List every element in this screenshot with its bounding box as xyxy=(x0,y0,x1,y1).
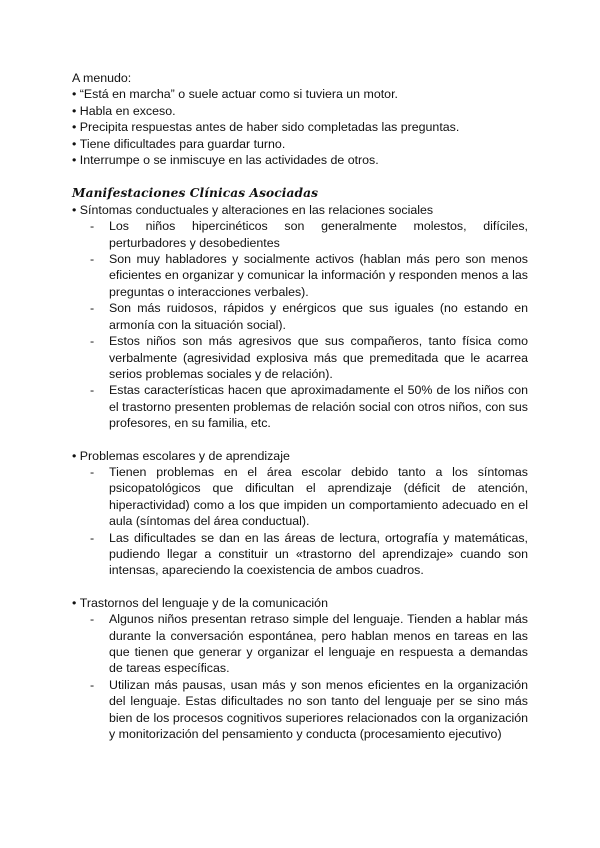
list-item xyxy=(72,218,528,251)
list-item xyxy=(72,611,528,677)
intro-bullet: • Habla en exceso. xyxy=(72,103,528,119)
intro-bullet: • “Está en marcha” o suele actuar como si tuviera un motor. xyxy=(72,86,528,102)
list-item-text: Son más ruidosos, rápidos y enérgicos que sus iguales (no estando en armonía con la situación social). xyxy=(109,301,528,332)
list-item-text: Algunos niños presentan retraso simple del lenguaje. Tienden a hablar más durante la conversación espontánea, pero hablan menos en tareas en las que tienen que generar y organizar el lenguaje en respuesta a demandas de tareas específicas. xyxy=(109,612,528,676)
intro-bullet: • Tiene dificultades para guardar turno. xyxy=(72,136,528,152)
dash-marker: - xyxy=(90,334,95,349)
list-item-text: Tienen problemas en el área escolar debido tanto a los síntomas psicopatológicos que dificultan el aprendizaje (déficit de atención, hiperactividad) como a los que impiden un comportamiento adecuado en el aula (síntomas del área conductual). xyxy=(109,464,528,529)
section-title: • Síntomas conductuales y alteraciones en las relaciones sociales xyxy=(72,202,528,218)
intro-bullet: • Interrumpe o se inmiscuye en las actividades de otros. xyxy=(72,152,528,168)
list-item xyxy=(72,251,528,300)
dash-marker: - xyxy=(90,464,95,479)
section-heading: Manifestaciones Clínicas Asociadas xyxy=(72,186,319,201)
dash-marker: - xyxy=(90,219,95,234)
intro-label: A menudo: xyxy=(72,71,132,85)
dash-marker: - xyxy=(90,383,95,398)
list-item xyxy=(72,464,528,530)
list-item-text: Utilizan más pausas, usan más y son menos eficientes en la organización del lenguaje. Estas dificultades no son tanto del lenguaje per se sino más bien de los procesos cognitivos superiores relacionados con la organización y monitorización del pensamiento y conducta (procesamiento ejecutivo) xyxy=(109,677,528,742)
section-title: • Problemas escolares y de aprendizaje xyxy=(72,448,528,464)
section-title: • Trastornos del lenguaje y de la comunicación xyxy=(72,595,528,611)
dash-marker: - xyxy=(90,530,95,545)
intro-bullet: • Precipita respuestas antes de haber sido completadas las preguntas. xyxy=(72,119,528,135)
list-item xyxy=(72,382,528,431)
dash-marker: - xyxy=(90,301,95,316)
list-item-text: Los niños hipercinéticos son generalmente molestos, difíciles, perturbadores y desobedientes xyxy=(109,219,528,250)
dash-marker: - xyxy=(90,252,95,267)
list-item xyxy=(72,333,528,382)
list-item-text: Estas características hacen que aproximadamente el 50% de los niños con el trastorno presenten problemas de relación social con otros niños, con sus profesores, en su familia, etc. xyxy=(109,383,528,431)
document-page xyxy=(72,70,528,742)
list-item xyxy=(72,300,528,333)
list-item-text: Estos niños son más agresivos que sus compañeros, tanto física como verbalmente (agresividad explosiva más que premeditada que le acarrea serios problemas sociales y de relación). xyxy=(109,334,528,381)
list-item-text: Son muy habladores y socialmente activos (hablan más pero son menos eficientes en organizar y comunicar la información y responden menos a las preguntas o interacciones verbales). xyxy=(109,252,528,299)
dash-marker: - xyxy=(90,677,95,692)
list-item xyxy=(72,530,528,579)
list-item-text: Las dificultades se dan en las áreas de lectura, ortografía y matemáticas, pudiendo llegar a constituir un «trastorno del aprendizaje» cuando son intensas, apareciendo la coexistencia de ambos cuadros. xyxy=(109,530,528,578)
dash-marker: - xyxy=(90,612,95,627)
list-item xyxy=(72,677,528,743)
